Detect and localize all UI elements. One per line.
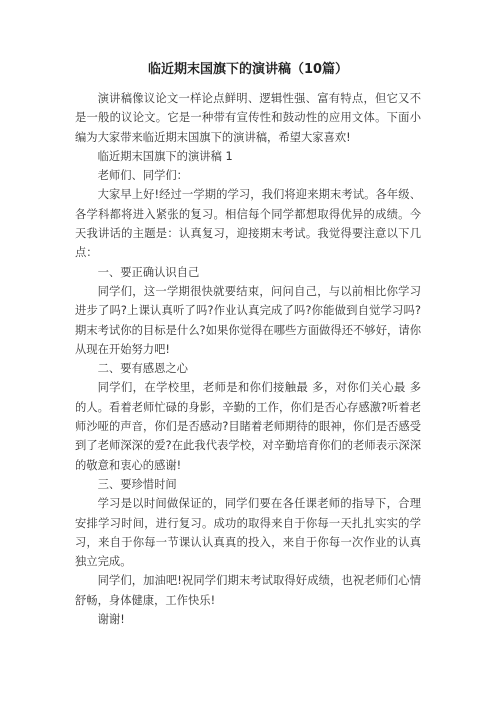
paragraph-salutation: 老师们、同学们： [97, 169, 188, 183]
paragraph-thanks: 谢谢! [97, 613, 125, 627]
heading-section-2: 二、要有感恩之心 [97, 362, 188, 376]
document-title: 临近期末国旗下的演讲稿（10篇） [147, 62, 349, 77]
paragraph-section-1: 同学们，这一学期很快就要结束，问问自己，与以前相比你学习进步了吗?上课认真听了吗?作业认真完成了吗?你能做到自觉学习吗?期末考试你的目标是什么?如果你觉得在哪些方面做得还不够好，请你从现在开始努力吧! [75, 284, 421, 356]
document-body [75, 89, 421, 629]
paragraph-section-3: 学习是以时间做保证的，同学们要在各任课老师的指导下，合理安排学习时间，进行复习。成功的取得来自于你每一天扎扎实实的学习，来自于你每一节课认认真真的投入，来自于你每一次作业的认真独立完成。 [75, 497, 421, 569]
paragraph-opening: 大家早上好!经过一学期的学习，我们将迎来期末考试。各年级、各学科都将进入紧张的复习。相信每个同学都想取得优异的成绩。今天我讲话的主题是：认真复习，迎接期末考试。我觉得要注意以下几点： [75, 188, 421, 260]
paragraph-section-2: 同学们，在学校里，老师是和你们接触最 多，对你们关心最 多的人。看着老师忙碌的身影，辛勤的工作，你们是否心存感激?听着老师沙哑的声音，你们是否感动?目睹着老师期待的眼神，你们是否感受到了老师深深的爱?在此我代表学校，对辛勤培育你们的老师表示深深的敬意和衷心的感谢! [75, 381, 421, 472]
paragraph-intro: 演讲稿像议论文一样论点鲜明、逻辑性强、富有特点，但它又不是一般的议论文。它是一种带有宣传性和鼓动性的应用文体。下面小编为大家带来临近期末国旗下的演讲稿，希望大家喜欢! [75, 92, 421, 144]
paragraph-closing: 同学们，加油吧!祝同学们期末考试取得好成绩，也祝老师们心情舒畅，身体健康，工作快乐! [75, 574, 421, 607]
heading-section-1: 一、要正确认识自己 [97, 265, 200, 279]
heading-section-3: 三、要珍惜时间 [97, 477, 177, 491]
paragraph-subtitle: 临近期末国旗下的演讲稿 1 [97, 149, 233, 163]
